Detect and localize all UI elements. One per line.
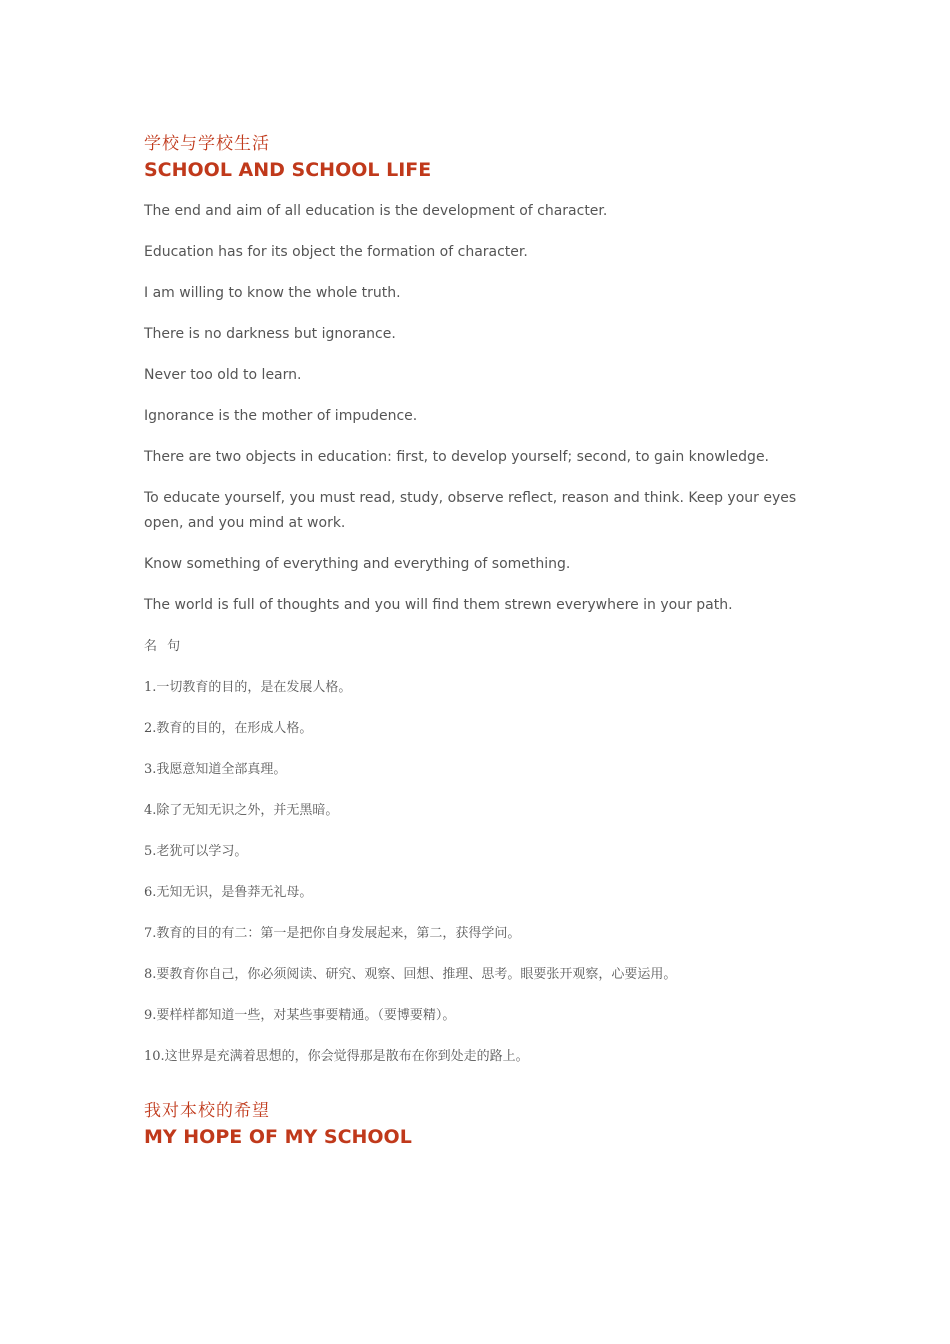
quote-en-4: There is no darkness but ignorance. bbox=[144, 326, 396, 342]
quote-en-1: The end and aim of all education is the development of character. bbox=[144, 203, 608, 219]
quote-en-7: There are two objects in education: first, to develop yourself; second, to gain knowledge. bbox=[144, 449, 770, 465]
document-page bbox=[144, 132, 824, 1150]
quote-zh-8: 8.要教育你自己，你必须阅读、研究、观察、回想、推理、思考。眼要张开观察，心要运用。 bbox=[144, 967, 677, 982]
quote-en-10: The world is full of thoughts and you will find them strewn everywhere in your path. bbox=[144, 597, 733, 613]
quote-en-8: To educate yourself, you must read, study, observe reflect, reason and think. Keep your eyes open, and you mind at work. bbox=[144, 490, 797, 531]
quote-en-6: Ignorance is the mother of impudence. bbox=[144, 408, 418, 424]
quote-zh-3: 3.我愿意知道全部真理。 bbox=[144, 762, 287, 777]
quote-en-5: Never too old to learn. bbox=[144, 367, 302, 383]
section-title-english: SCHOOL AND SCHOOL LIFE bbox=[144, 159, 432, 181]
quote-zh-7: 7.教育的目的有二：第一是把你自身发展起来，第二，获得学问。 bbox=[144, 926, 521, 941]
quote-zh-9: 9.要样样都知道一些，对某些事要精通。（要博要精）。 bbox=[144, 1008, 456, 1023]
quote-en-9: Know something of everything and everything of something. bbox=[144, 556, 571, 572]
quote-zh-5: 5.老犹可以学习。 bbox=[144, 844, 248, 859]
quote-zh-6: 6.无知无识，是鲁莽无礼母。 bbox=[144, 885, 313, 900]
section2-title-chinese: 我对本校的希望 bbox=[144, 1101, 270, 1121]
famous-quotes-label: 名 句 bbox=[144, 639, 184, 654]
section2-title-english: MY HOPE OF MY SCHOOL bbox=[144, 1126, 412, 1148]
quote-zh-1: 1.一切教育的目的，是在发展人格。 bbox=[144, 680, 352, 695]
section-spacer bbox=[144, 1069, 824, 1099]
quote-zh-2: 2.教育的目的，在形成人格。 bbox=[144, 721, 313, 736]
quote-en-3: I am willing to know the whole truth. bbox=[144, 285, 401, 301]
quote-en-2: Education has for its object the formation of character. bbox=[144, 244, 528, 260]
quote-zh-10: 10.这世界是充满着思想的，你会觉得那是散布在你到处走的路上。 bbox=[144, 1049, 529, 1064]
section-title-chinese: 学校与学校生活 bbox=[144, 134, 270, 154]
quote-zh-4: 4.除了无知无识之外，并无黑暗。 bbox=[144, 803, 339, 818]
